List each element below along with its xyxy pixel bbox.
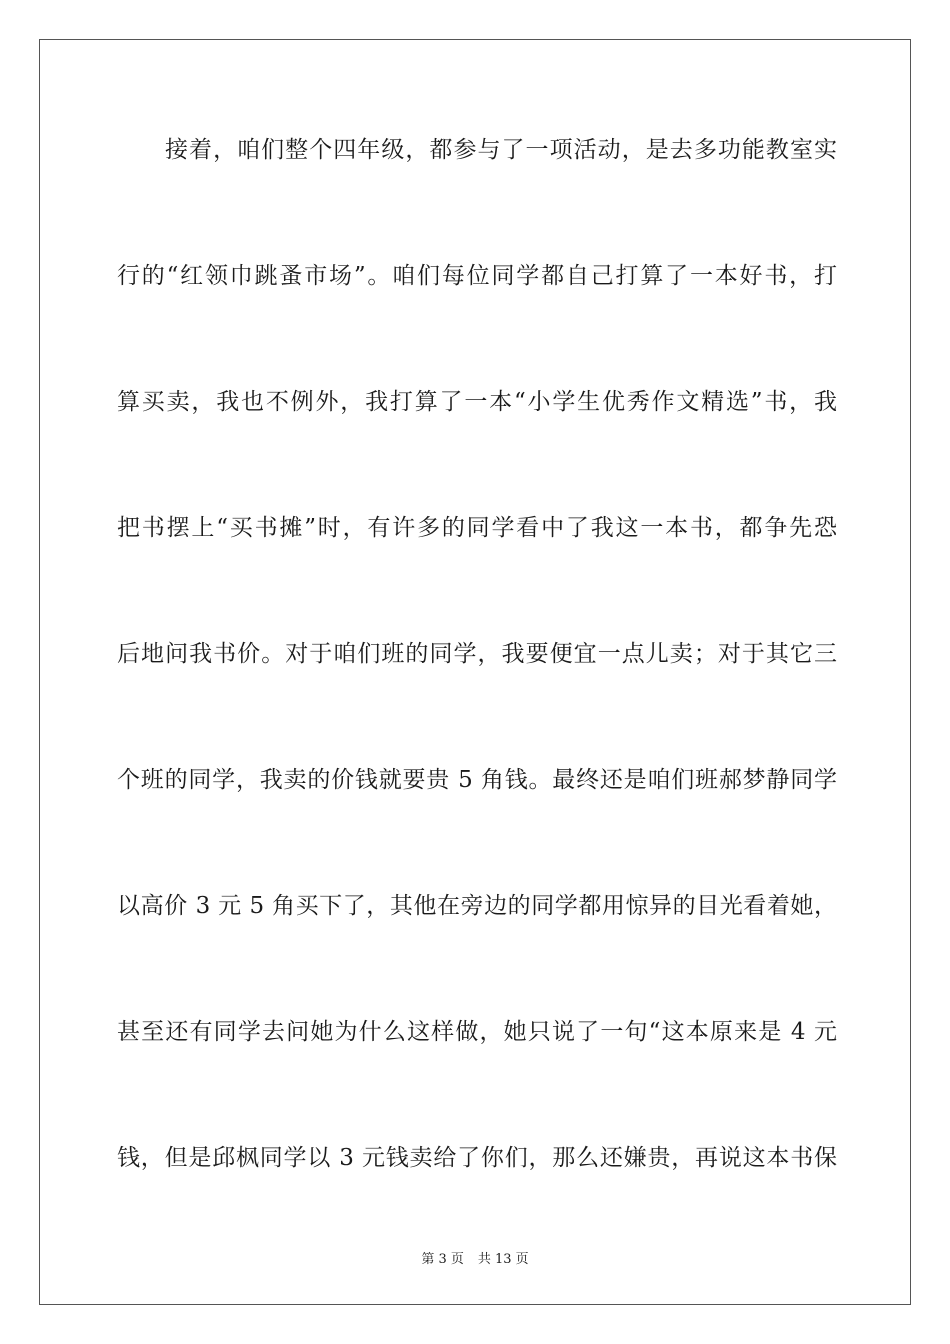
- body-text: [117, 130, 837, 1264]
- page-number: 第 3 页: [421, 1252, 464, 1267]
- paragraph-line-5: 后地问我书价。对于咱们班的同学，我要便宜一点儿卖；对于其它三: [117, 641, 837, 667]
- paragraph-line-7: 以高价 3 元 5 角买下了，其他在旁边的同学都用惊异的目光看着她，: [117, 893, 837, 919]
- page-footer: [0, 1248, 950, 1267]
- paragraph-line-2: 行的“红领巾跳蚤市场”。咱们每位同学都自己打算了一本好书，打: [117, 263, 837, 289]
- paragraph-line-3: 算买卖，我也不例外，我打算了一本“小学生优秀作文精选”书，我: [117, 389, 837, 415]
- paragraph-line-8: 甚至还有同学去问她为什么这样做，她只说了一句“这本原来是 4 元: [117, 1019, 837, 1045]
- paragraph-line-1: 接着，咱们整个四年级，都参与了一项活动，是去多功能教室实: [165, 137, 837, 163]
- page-total: 共 13 页: [477, 1252, 529, 1267]
- paragraph-line-9: 钱，但是邱枫同学以 3 元钱卖给了你们，那么还嫌贵，再说这本书保: [117, 1145, 837, 1171]
- paragraph-line-6: 个班的同学，我卖的价钱就要贵 5 角钱。最终还是咱们班郝梦静同学: [117, 767, 837, 793]
- paragraph-line-4: 把书摆上“买书摊”时，有许多的同学看中了我这一本书，都争先恐: [117, 515, 837, 541]
